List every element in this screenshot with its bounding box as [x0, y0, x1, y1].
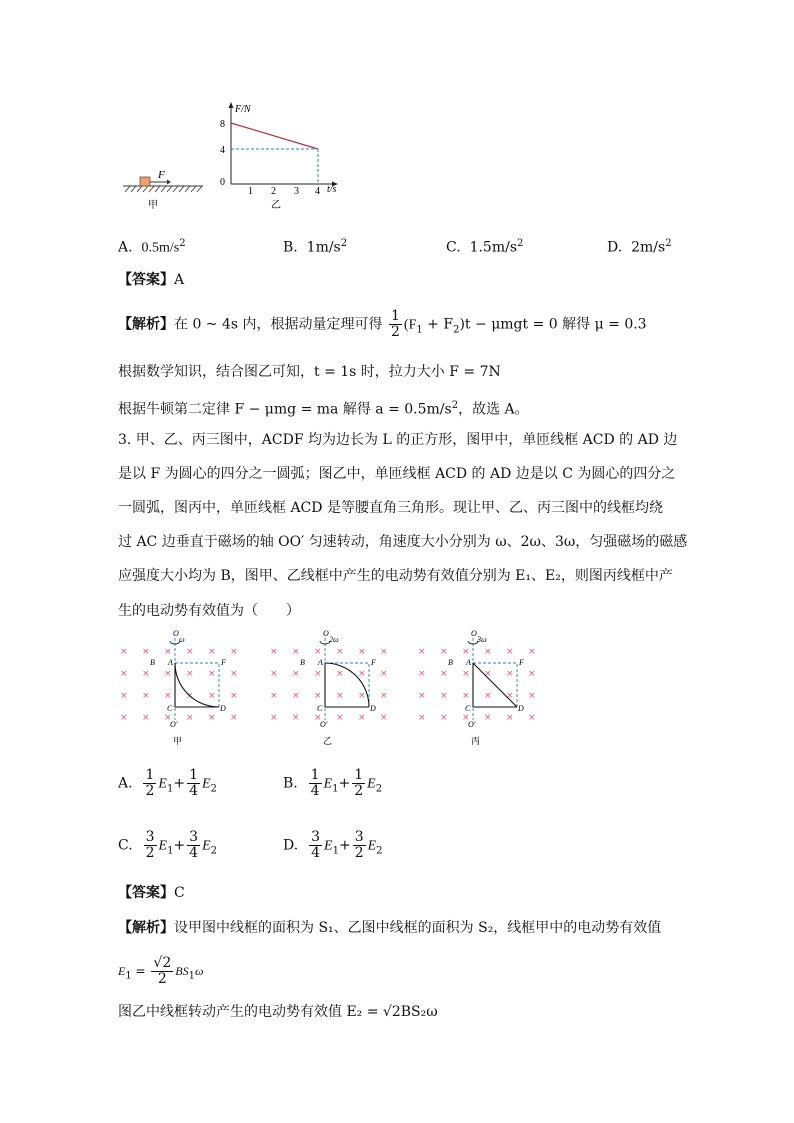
q3-line-6: 生的电动势有效值为（ ） — [118, 603, 300, 619]
label-o-prime: O′ — [320, 720, 328, 729]
field-cross: × — [314, 669, 322, 679]
answer-value: C — [174, 885, 185, 901]
q3-option-a[interactable]: A. $\frac{1}{2}$ $E_1+$ $\frac{1}{4}$ $E_2$ — [118, 767, 217, 799]
field-cross: × — [336, 669, 344, 679]
q3-line-3: 一圆弧，图丙中，单匝线框 ACD 是等腰直角三角形。现让甲、乙、丙三图中的线框均绕 — [118, 500, 663, 516]
option-letter: C. — [118, 837, 133, 854]
analysis-text: 在 0 ~ 4s 内，根据动量定理可得 — [174, 316, 383, 333]
field-cross: × — [314, 691, 322, 701]
field-cross: × — [336, 713, 344, 723]
field-cross: × — [314, 647, 322, 657]
label-o-prime: O′ — [170, 720, 178, 729]
field-cross: × — [418, 691, 426, 701]
x-tick-2: 2 — [271, 186, 276, 197]
field-cross: × — [358, 691, 366, 701]
q2-option-c[interactable] — [446, 234, 523, 258]
field-cross: × — [440, 669, 448, 679]
q2-answer — [118, 270, 184, 290]
label-d: D — [518, 704, 524, 713]
figure-three-frames — [112, 628, 542, 750]
field-cross: × — [208, 647, 216, 657]
field-cross: × — [380, 669, 388, 679]
force-arrowhead — [167, 180, 171, 185]
field-cross: × — [462, 691, 470, 701]
block — [140, 177, 150, 186]
q2-analysis-line2: 根据数学知识，结合图乙可知，t = 1s 时，拉力大小 F = 7N — [118, 364, 501, 380]
field-cross: × — [380, 647, 388, 657]
field-cross: × — [164, 713, 172, 723]
answer-value: A — [174, 272, 185, 288]
field-cross: × — [208, 691, 216, 701]
field-cross: × — [186, 647, 194, 657]
field-cross: × — [358, 713, 366, 723]
q3-option-d[interactable]: D. $\frac{3}{4}$ $E_1+$ $\frac{3}{2}$ $E_2$ — [283, 829, 383, 861]
field-cross: × — [506, 691, 514, 701]
field-cross: × — [484, 647, 492, 657]
option-letter: D. — [283, 837, 299, 854]
field-cross: × — [528, 713, 536, 723]
q3-line-1: 3. 甲、乙、丙三图中，ACDF 均为边长为 L 的正方形，图甲中，单匝线框 ACD 的 AD 边 — [118, 432, 678, 448]
label-o-prime: O′ — [468, 720, 476, 729]
field-cross: × — [292, 713, 300, 723]
analysis-tag: 【解析】 — [118, 316, 174, 333]
field-cross: × — [336, 647, 344, 657]
field-cross: × — [120, 713, 128, 723]
field-cross: × — [142, 691, 150, 701]
field-cross: × — [484, 691, 492, 701]
q3-analysis-line1 — [118, 918, 661, 938]
field-cross: × — [186, 691, 194, 701]
field-cross: × — [164, 669, 172, 679]
field-cross: × — [462, 669, 470, 679]
option-letter: A. — [118, 239, 133, 256]
eq-part: 根据牛顿第二定律 F − μmg = ma 解得 a = 0.5m/s — [118, 401, 452, 418]
x-tick-1: 1 — [248, 186, 253, 197]
eq-part: ，故选 A。 — [458, 401, 529, 418]
option-exp: 2 — [665, 238, 672, 249]
field-cross: × — [292, 647, 300, 657]
field-cross: × — [484, 669, 492, 679]
label-c: C — [167, 704, 173, 713]
q3-answer — [118, 883, 185, 903]
caption-jia: 甲 — [173, 737, 183, 747]
option-letter: B. — [283, 239, 298, 256]
field-cross: × — [230, 713, 238, 723]
answer-tag: 【答案】 — [118, 885, 174, 901]
field-cross: × — [336, 691, 344, 701]
label-a: A — [466, 658, 471, 667]
field-cross: × — [208, 713, 216, 723]
option-exp: 2 — [340, 238, 348, 249]
q3-line-5: 应强度大小均为 B，图甲、乙线框中产生的电动势有效值分别为 E₁、E₂，则图丙线框中产 — [118, 568, 673, 584]
y-tick-8: 8 — [220, 119, 225, 130]
field-cross: × — [120, 647, 128, 657]
field-cross: × — [120, 669, 128, 679]
field-cross: × — [506, 647, 514, 657]
field-cross: × — [164, 691, 172, 701]
option-letter: C. — [446, 239, 461, 256]
field-cross: × — [462, 713, 470, 723]
label-c: C — [465, 704, 471, 713]
field-cross: × — [418, 713, 426, 723]
field-cross: × — [506, 713, 514, 723]
label-f: F — [371, 658, 376, 667]
option-value: 1m/s — [306, 239, 341, 256]
label-omega: ω — [179, 635, 185, 644]
field-cross: × — [528, 691, 536, 701]
label-omega: 3ω — [477, 635, 487, 644]
field-cross: × — [292, 691, 300, 701]
y-axis-label: F/N — [235, 104, 251, 115]
caption-bing: 丙 — [471, 737, 481, 747]
figure-force-graph — [115, 100, 355, 215]
field-cross: × — [292, 669, 300, 679]
field-cross: × — [418, 647, 426, 657]
field-cross: × — [230, 669, 238, 679]
field-cross: × — [440, 691, 448, 701]
x-tick-3: 3 — [294, 186, 299, 197]
eq-part: )t − μmgt = 0 解得 μ = 0.3 — [459, 316, 647, 333]
force-label: F — [158, 169, 165, 181]
eq-part: (F — [403, 317, 417, 333]
ground-hatch — [125, 186, 202, 192]
field-cross: × — [380, 691, 388, 701]
analysis-text: 设甲图中线框的面积为 S₁、乙图中线框的面积为 S₂，线框甲中的电动势有效值 — [174, 920, 662, 936]
option-value: 2m/s — [631, 239, 666, 256]
analysis-tag: 【解析】 — [118, 920, 174, 936]
field-cross: × — [358, 647, 366, 657]
field-cross: × — [208, 669, 216, 679]
field-cross: × — [462, 647, 470, 657]
option-value: 1.5m/s — [469, 239, 518, 256]
label-omega: 2ω — [329, 635, 339, 644]
field-cross: × — [314, 713, 322, 723]
field-cross: × — [142, 713, 150, 723]
field-cross: × — [358, 669, 366, 679]
field-cross: × — [506, 669, 514, 679]
field-cross: × — [270, 713, 278, 723]
field-cross: × — [186, 669, 194, 679]
field-cross: × — [270, 647, 278, 657]
option-exp: 2 — [517, 238, 524, 249]
label-f: F — [519, 658, 524, 667]
option-letter: B. — [283, 775, 298, 792]
q3-option-b[interactable]: B. $\frac{1}{4}$ $E_1+$ $\frac{1}{2}$ $E_2$ — [283, 767, 383, 799]
field-cross: × — [270, 669, 278, 679]
q3-line-4: 过 AC 边垂直于磁场的轴 OO′ 匀速转动，角速度大小分别为 ω、2ω、3ω，匀强磁场的磁感 — [118, 534, 688, 550]
field-cross: × — [270, 691, 278, 701]
field-cross: × — [528, 647, 536, 657]
y-tick-4: 4 — [220, 145, 225, 156]
field-cross: × — [186, 713, 194, 723]
q2-analysis-line1: 【解析】在 0 ~ 4s 内，根据动量定理可得 $\frac{1}{2}$ $(F_1 + F_2)t - \mu mgt = 0$ 解得 μ = 0.3 — [118, 308, 647, 340]
label-b: B — [448, 658, 453, 667]
caption-jia-top: 甲 — [148, 200, 158, 211]
label-d: D — [370, 704, 376, 713]
field-cross: × — [440, 647, 448, 657]
label-c: C — [317, 704, 323, 713]
field-cross: × — [120, 691, 128, 701]
label-f: F — [221, 658, 226, 667]
q2-option-a[interactable] — [118, 234, 186, 259]
label-b: B — [150, 658, 155, 667]
q3-option-c[interactable]: C. $\frac{3}{2}$ $E_1+$ $\frac{3}{4}$ $E_2$ — [118, 829, 218, 861]
field-cross: × — [230, 691, 238, 701]
field-cross: × — [164, 647, 172, 657]
x-tick-4: 4 — [315, 186, 320, 197]
q2-option-d[interactable] — [607, 234, 672, 258]
caption-yi: 乙 — [323, 737, 333, 747]
field-cross: × — [528, 669, 536, 679]
fraction-half: $\frac{1}{2}$ — [390, 308, 400, 340]
q3-analysis-line-last: 图乙中线框转动产生的电动势有效值 E₂ = √2BS₂ω — [118, 1004, 438, 1020]
q3-eq-e1: $E_1$ = $\frac{√2}{2}$ $BS_1\omega$ — [118, 955, 204, 987]
x-axis-label: t/s — [327, 184, 337, 195]
option-letter: A. — [118, 775, 133, 792]
option-value: 0.5m/s — [141, 240, 180, 256]
field-cross: × — [484, 713, 492, 723]
label-d: D — [220, 704, 226, 713]
field-cross: × — [142, 669, 150, 679]
caption-yi-top: 乙 — [271, 200, 281, 211]
field-cross: × — [440, 713, 448, 723]
q2-option-b[interactable] — [283, 234, 347, 258]
field-cross: × — [418, 669, 426, 679]
eq-part: + F — [422, 316, 454, 333]
y-axis-arrow — [229, 102, 234, 108]
label-a: A — [168, 658, 173, 667]
option-exp: 2 — [179, 238, 186, 249]
y-tick-0: 0 — [220, 177, 225, 188]
option-letter: D. — [607, 239, 623, 256]
answer-tag: 【答案】 — [118, 272, 174, 288]
field-cross: × — [230, 647, 238, 657]
force-time-line — [231, 123, 318, 149]
field-cross: × — [380, 713, 388, 723]
q3-line-2: 是以 F 为圆心的四分之一圆弧；图乙中，单匝线框 ACD 的 AD 边是以 C 为圆心的四分之 — [118, 466, 676, 482]
label-a: A — [318, 658, 323, 667]
label-o: O — [323, 629, 329, 638]
label-o: O — [173, 629, 179, 638]
label-o: O — [471, 629, 477, 638]
q2-analysis-line3: 根据牛顿第二定律 F − μmg = ma 解得 $a = 0.5m/s^2$，故选 A。 — [118, 400, 529, 418]
label-b: B — [300, 658, 305, 667]
field-cross: × — [142, 647, 150, 657]
